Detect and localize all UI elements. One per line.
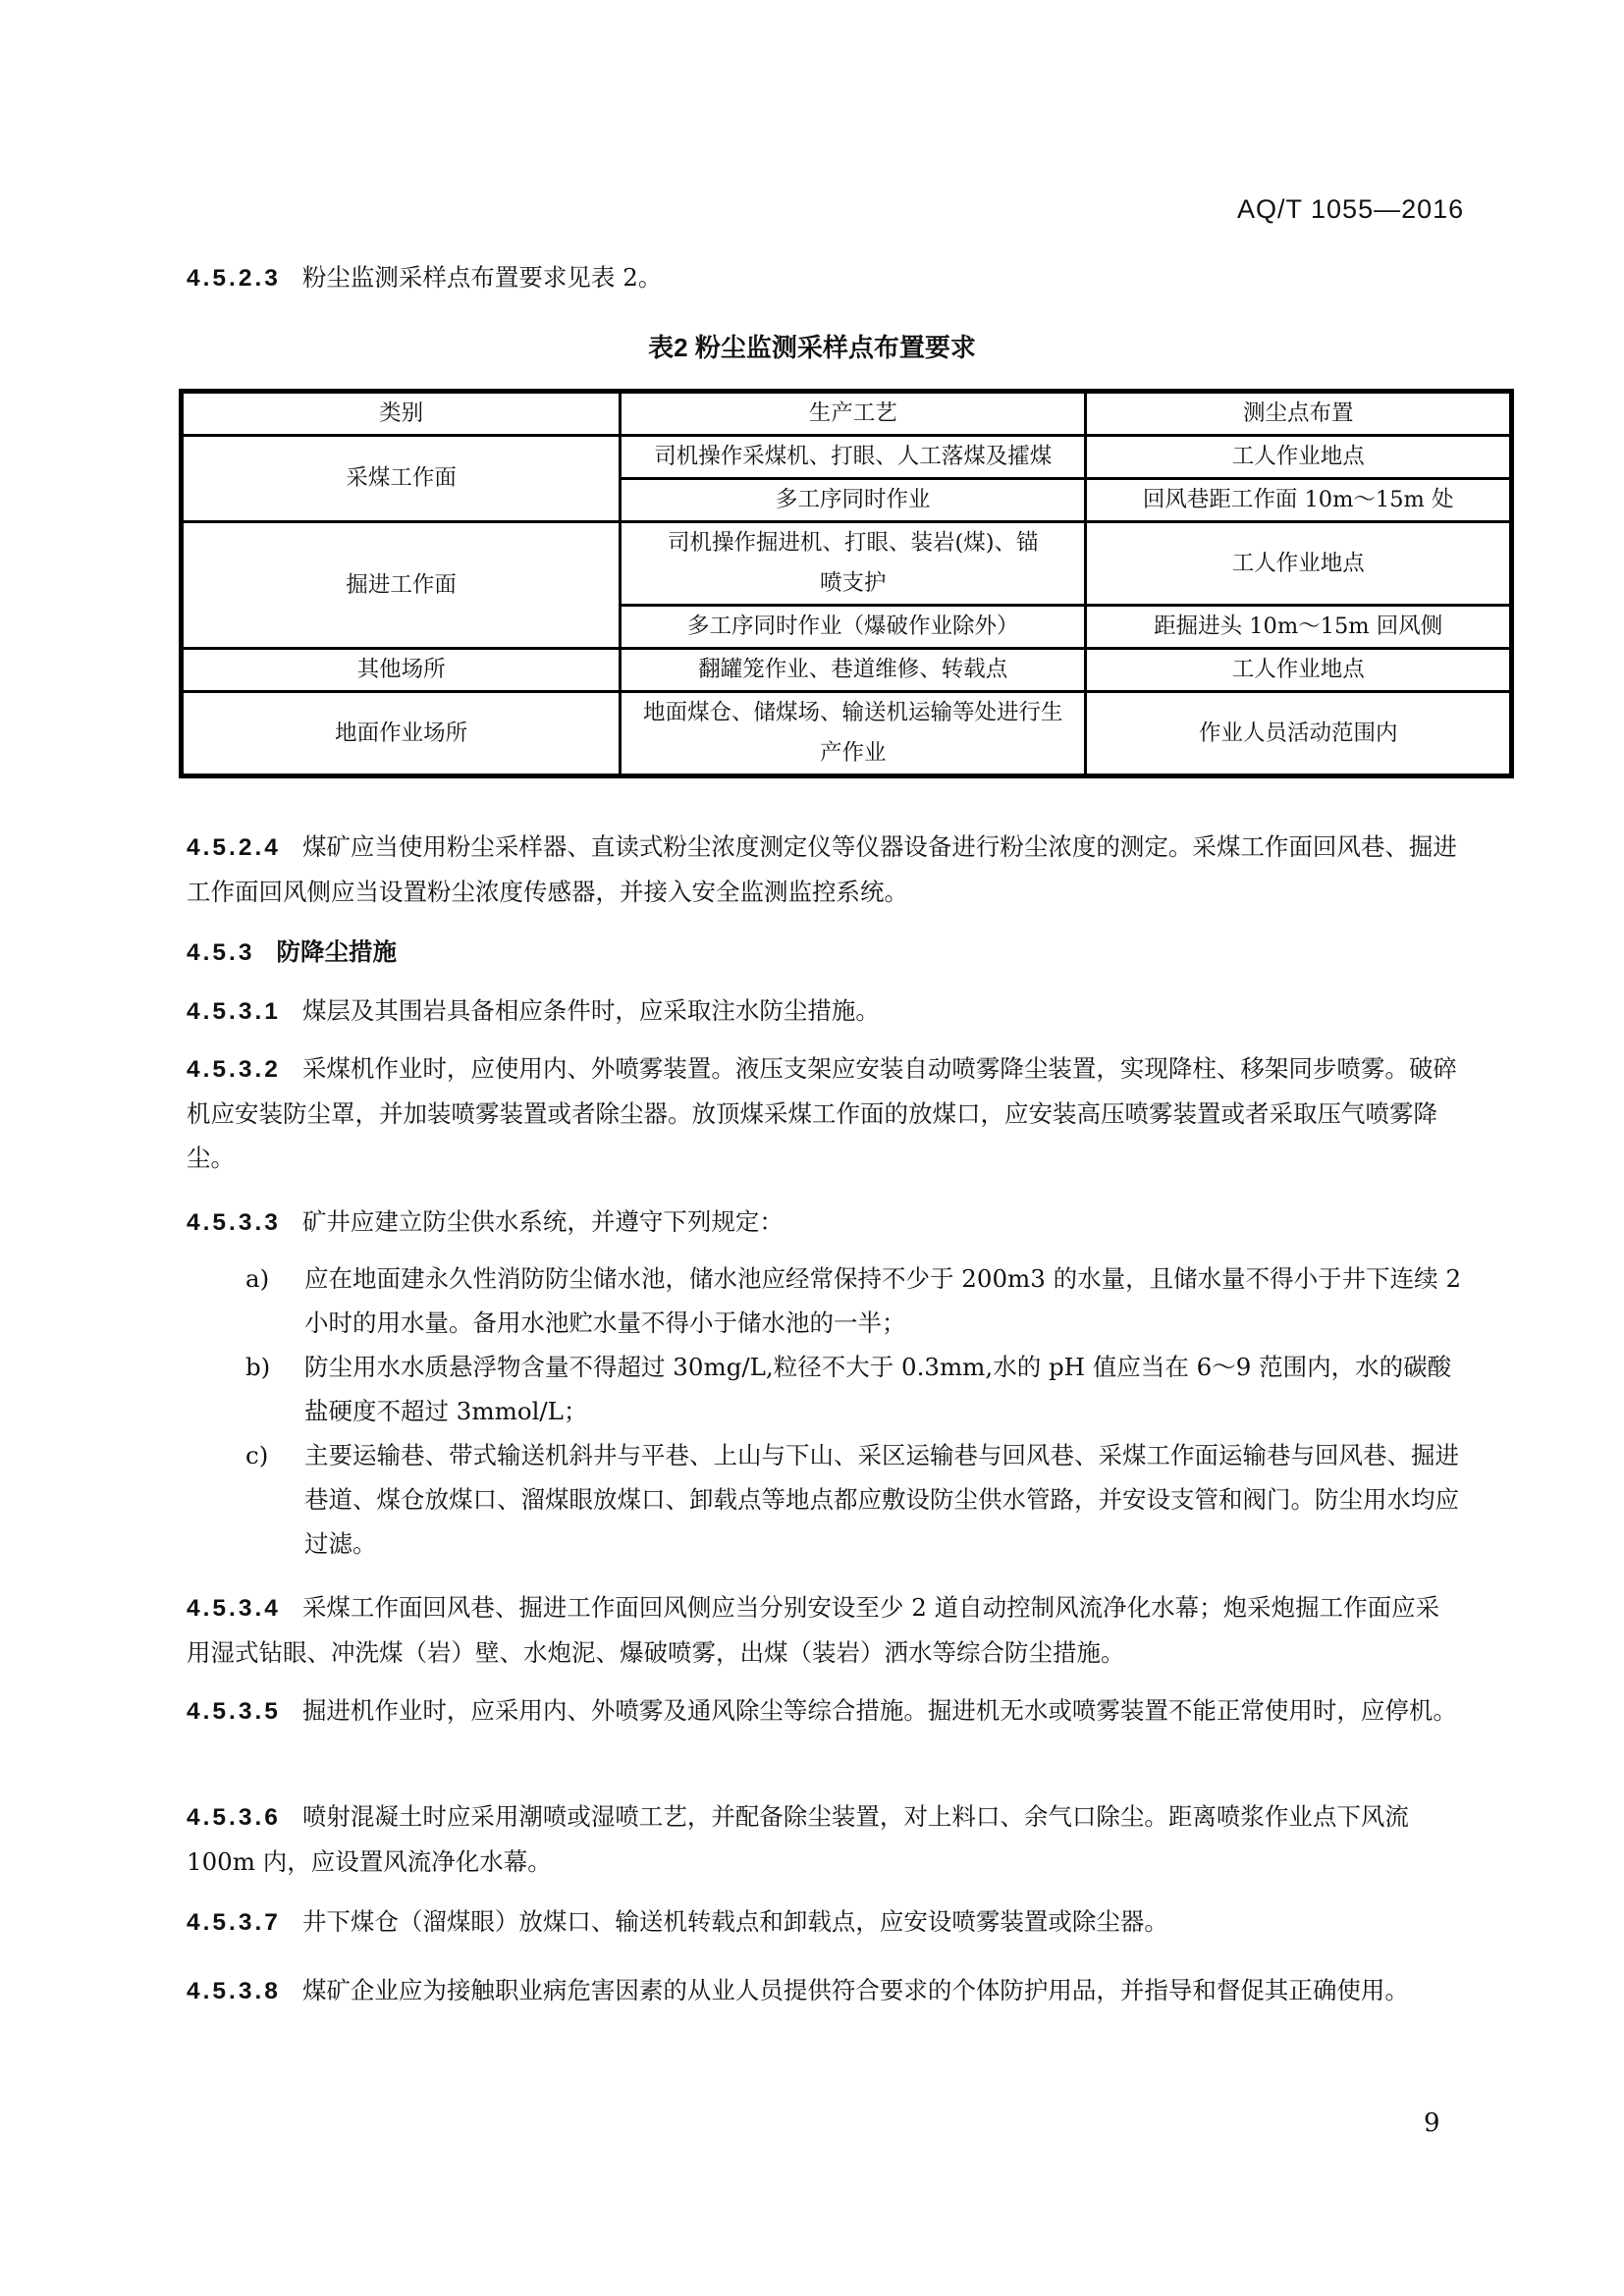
list-item-c bbox=[245, 1433, 1473, 1566]
table-header-row bbox=[182, 392, 1512, 436]
clause-text: 煤矿应当使用粉尘采样器、直读式粉尘浓度测定仪等仪器设备进行粉尘浓度的测定。采煤工作面回风巷、掘进工作面回风侧应当设置粉尘浓度传感器，并接入安全监测监控系统。 bbox=[187, 832, 1457, 906]
clause-4-5-3-3 bbox=[187, 1200, 1463, 1245]
standard-code: AQ/T 1055—2016 bbox=[1237, 194, 1465, 224]
section-title: 防降尘措施 bbox=[276, 939, 397, 966]
clause-text: 矿井应建立防尘供水系统，并遵守下列规定： bbox=[301, 1207, 784, 1236]
list-item-text: 防尘用水水质悬浮物含量不得超过 30mg/L,粒径不大于 0.3mm,水的 pH 值应当在 6～9 范围内，水的碳酸盐硬度不超过 3mmol/L； bbox=[304, 1353, 1452, 1425]
location-cell: 工人作业地点 bbox=[1086, 436, 1512, 479]
process-cell: 司机操作采煤机、打眼、人工落煤及攉煤 bbox=[621, 436, 1086, 479]
clause-text: 煤矿企业应为接触职业病危害因素的从业人员提供符合要求的个体防护用品，并指导和督促其正确使用。 bbox=[301, 1976, 1409, 2004]
clause-text: 喷射混凝土时应采用潮喷或湿喷工艺，并配备除尘装置，对上料口、余气口除尘。距离喷浆作业点下风流 100m 内，应设置风流净化水幕。 bbox=[187, 1802, 1409, 1876]
location-cell: 工人作业地点 bbox=[1086, 522, 1512, 606]
category-cell: 其他场所 bbox=[182, 649, 621, 692]
header-category: 类别 bbox=[182, 392, 621, 436]
clause-4-5-3-6 bbox=[187, 1794, 1463, 1884]
clause-number: 4.5.3.3 bbox=[187, 1209, 281, 1236]
list-marker: b) bbox=[245, 1353, 271, 1381]
process-cell: 多工序同时作业 bbox=[621, 479, 1086, 522]
clause-number: 4.5.3.2 bbox=[187, 1056, 281, 1083]
page-number: 9 bbox=[1424, 2109, 1440, 2138]
location-cell: 距掘进头 10m～15m 回风侧 bbox=[1086, 606, 1512, 649]
location-cell: 工人作业地点 bbox=[1086, 649, 1512, 692]
table-title: 表2 粉尘监测采样点布置要求 bbox=[648, 333, 976, 362]
category-cell: 地面作业场所 bbox=[182, 692, 621, 776]
clause-number: 4.5.3.4 bbox=[187, 1595, 281, 1622]
clause-4-5-3-1 bbox=[187, 988, 1463, 1034]
category-cell: 掘进工作面 bbox=[182, 522, 621, 649]
list-marker: a) bbox=[245, 1264, 270, 1293]
list-item-b bbox=[245, 1345, 1473, 1433]
clause-number: 4.5.3.7 bbox=[187, 1909, 281, 1936]
sampling-point-table bbox=[179, 389, 1514, 778]
clause-4-5-3-4 bbox=[187, 1585, 1463, 1675]
clause-number: 4.5.3.1 bbox=[187, 998, 281, 1025]
table-row bbox=[182, 649, 1512, 692]
clause-number: 4.5.3.5 bbox=[187, 1698, 281, 1725]
clause-4-5-3-5 bbox=[187, 1688, 1463, 1734]
process-cell: 翻罐笼作业、巷道维修、转载点 bbox=[621, 649, 1086, 692]
clause-text: 井下煤仓（溜煤眼）放煤口、输送机转载点和卸载点，应安设喷雾装置或除尘器。 bbox=[301, 1907, 1168, 1936]
clause-text: 采煤机作业时，应使用内、外喷雾装置。液压支架应安装自动喷雾降尘装置，实现降柱、移架同步喷雾。破碎机应安装防尘罩，并加装喷雾装置或者除尘器。放顶煤采煤工作面的放煤口，应安装高压喷雾装置或者采取压气喷雾降尘。 bbox=[187, 1054, 1457, 1172]
clause-4-5-3-2 bbox=[187, 1046, 1463, 1180]
clause-number: 4.5.2.3 bbox=[187, 265, 281, 292]
list-marker: c) bbox=[245, 1441, 269, 1469]
list-item-text: 主要运输巷、带式输送机斜井与平巷、上山与下山、采区运输巷与回风巷、采煤工作面运输巷与回风巷、掘进巷道、煤仓放煤口、溜煤眼放煤口、卸载点等地点都应敷设防尘供水管路，并安设支管和阀门。防尘用水均应过滤。 bbox=[304, 1441, 1459, 1558]
clause-text: 采煤工作面回风巷、掘进工作面回风侧应当分别安设至少 2 道自动控制风流净化水幕；炮采炮掘工作面应采用湿式钻眼、冲洗煤（岩）壁、水炮泥、爆破喷雾，出煤（装岩）洒水等综合防尘措施。 bbox=[187, 1593, 1440, 1667]
process-cell: 地面煤仓、储煤场、输送机运输等处进行生产作业 bbox=[621, 692, 1086, 776]
clause-number: 4.5.3.8 bbox=[187, 1978, 281, 2004]
clause-number: 4.5.3.6 bbox=[187, 1804, 281, 1831]
clause-text: 煤层及其围岩具备相应条件时，应采取注水防尘措施。 bbox=[301, 996, 880, 1025]
section-heading-4-5-3 bbox=[187, 931, 1463, 975]
location-cell: 回风巷距工作面 10m～15m 处 bbox=[1086, 479, 1512, 522]
clause-4-5-2-4 bbox=[187, 825, 1463, 914]
list-item-text: 应在地面建永久性消防防尘储水池，储水池应经常保持不少于 200m3 的水量，且储水量不得小于井下连续 2 小时的用水量。备用水池贮水量不得小于储水池的一半； bbox=[304, 1264, 1462, 1337]
table-row bbox=[182, 436, 1512, 479]
section-number: 4.5.3 bbox=[187, 939, 255, 966]
list-item-a bbox=[245, 1256, 1473, 1345]
table-row bbox=[182, 692, 1512, 776]
category-cell: 采煤工作面 bbox=[182, 436, 621, 522]
header-process: 生产工艺 bbox=[621, 392, 1086, 436]
header-location: 测尘点布置 bbox=[1086, 392, 1512, 436]
clause-text: 粉尘监测采样点布置要求见表 2。 bbox=[301, 263, 663, 292]
process-cell: 多工序同时作业（爆破作业除外） bbox=[621, 606, 1086, 649]
clause-number: 4.5.2.4 bbox=[187, 834, 281, 861]
clause-4-5-3-7 bbox=[187, 1899, 1463, 1945]
clause-4-5-3-8 bbox=[187, 1968, 1463, 2013]
table-row bbox=[182, 522, 1512, 606]
clause-text: 掘进机作业时，应采用内、外喷雾及通风除尘等综合措施。掘进机无水或喷雾装置不能正常使用时，应停机。 bbox=[301, 1696, 1457, 1725]
process-cell: 司机操作掘进机、打眼、装岩(煤)、锚喷支护 bbox=[621, 522, 1086, 606]
location-cell: 作业人员活动范围内 bbox=[1086, 692, 1512, 776]
clause-4-5-2-3 bbox=[187, 255, 1463, 300]
